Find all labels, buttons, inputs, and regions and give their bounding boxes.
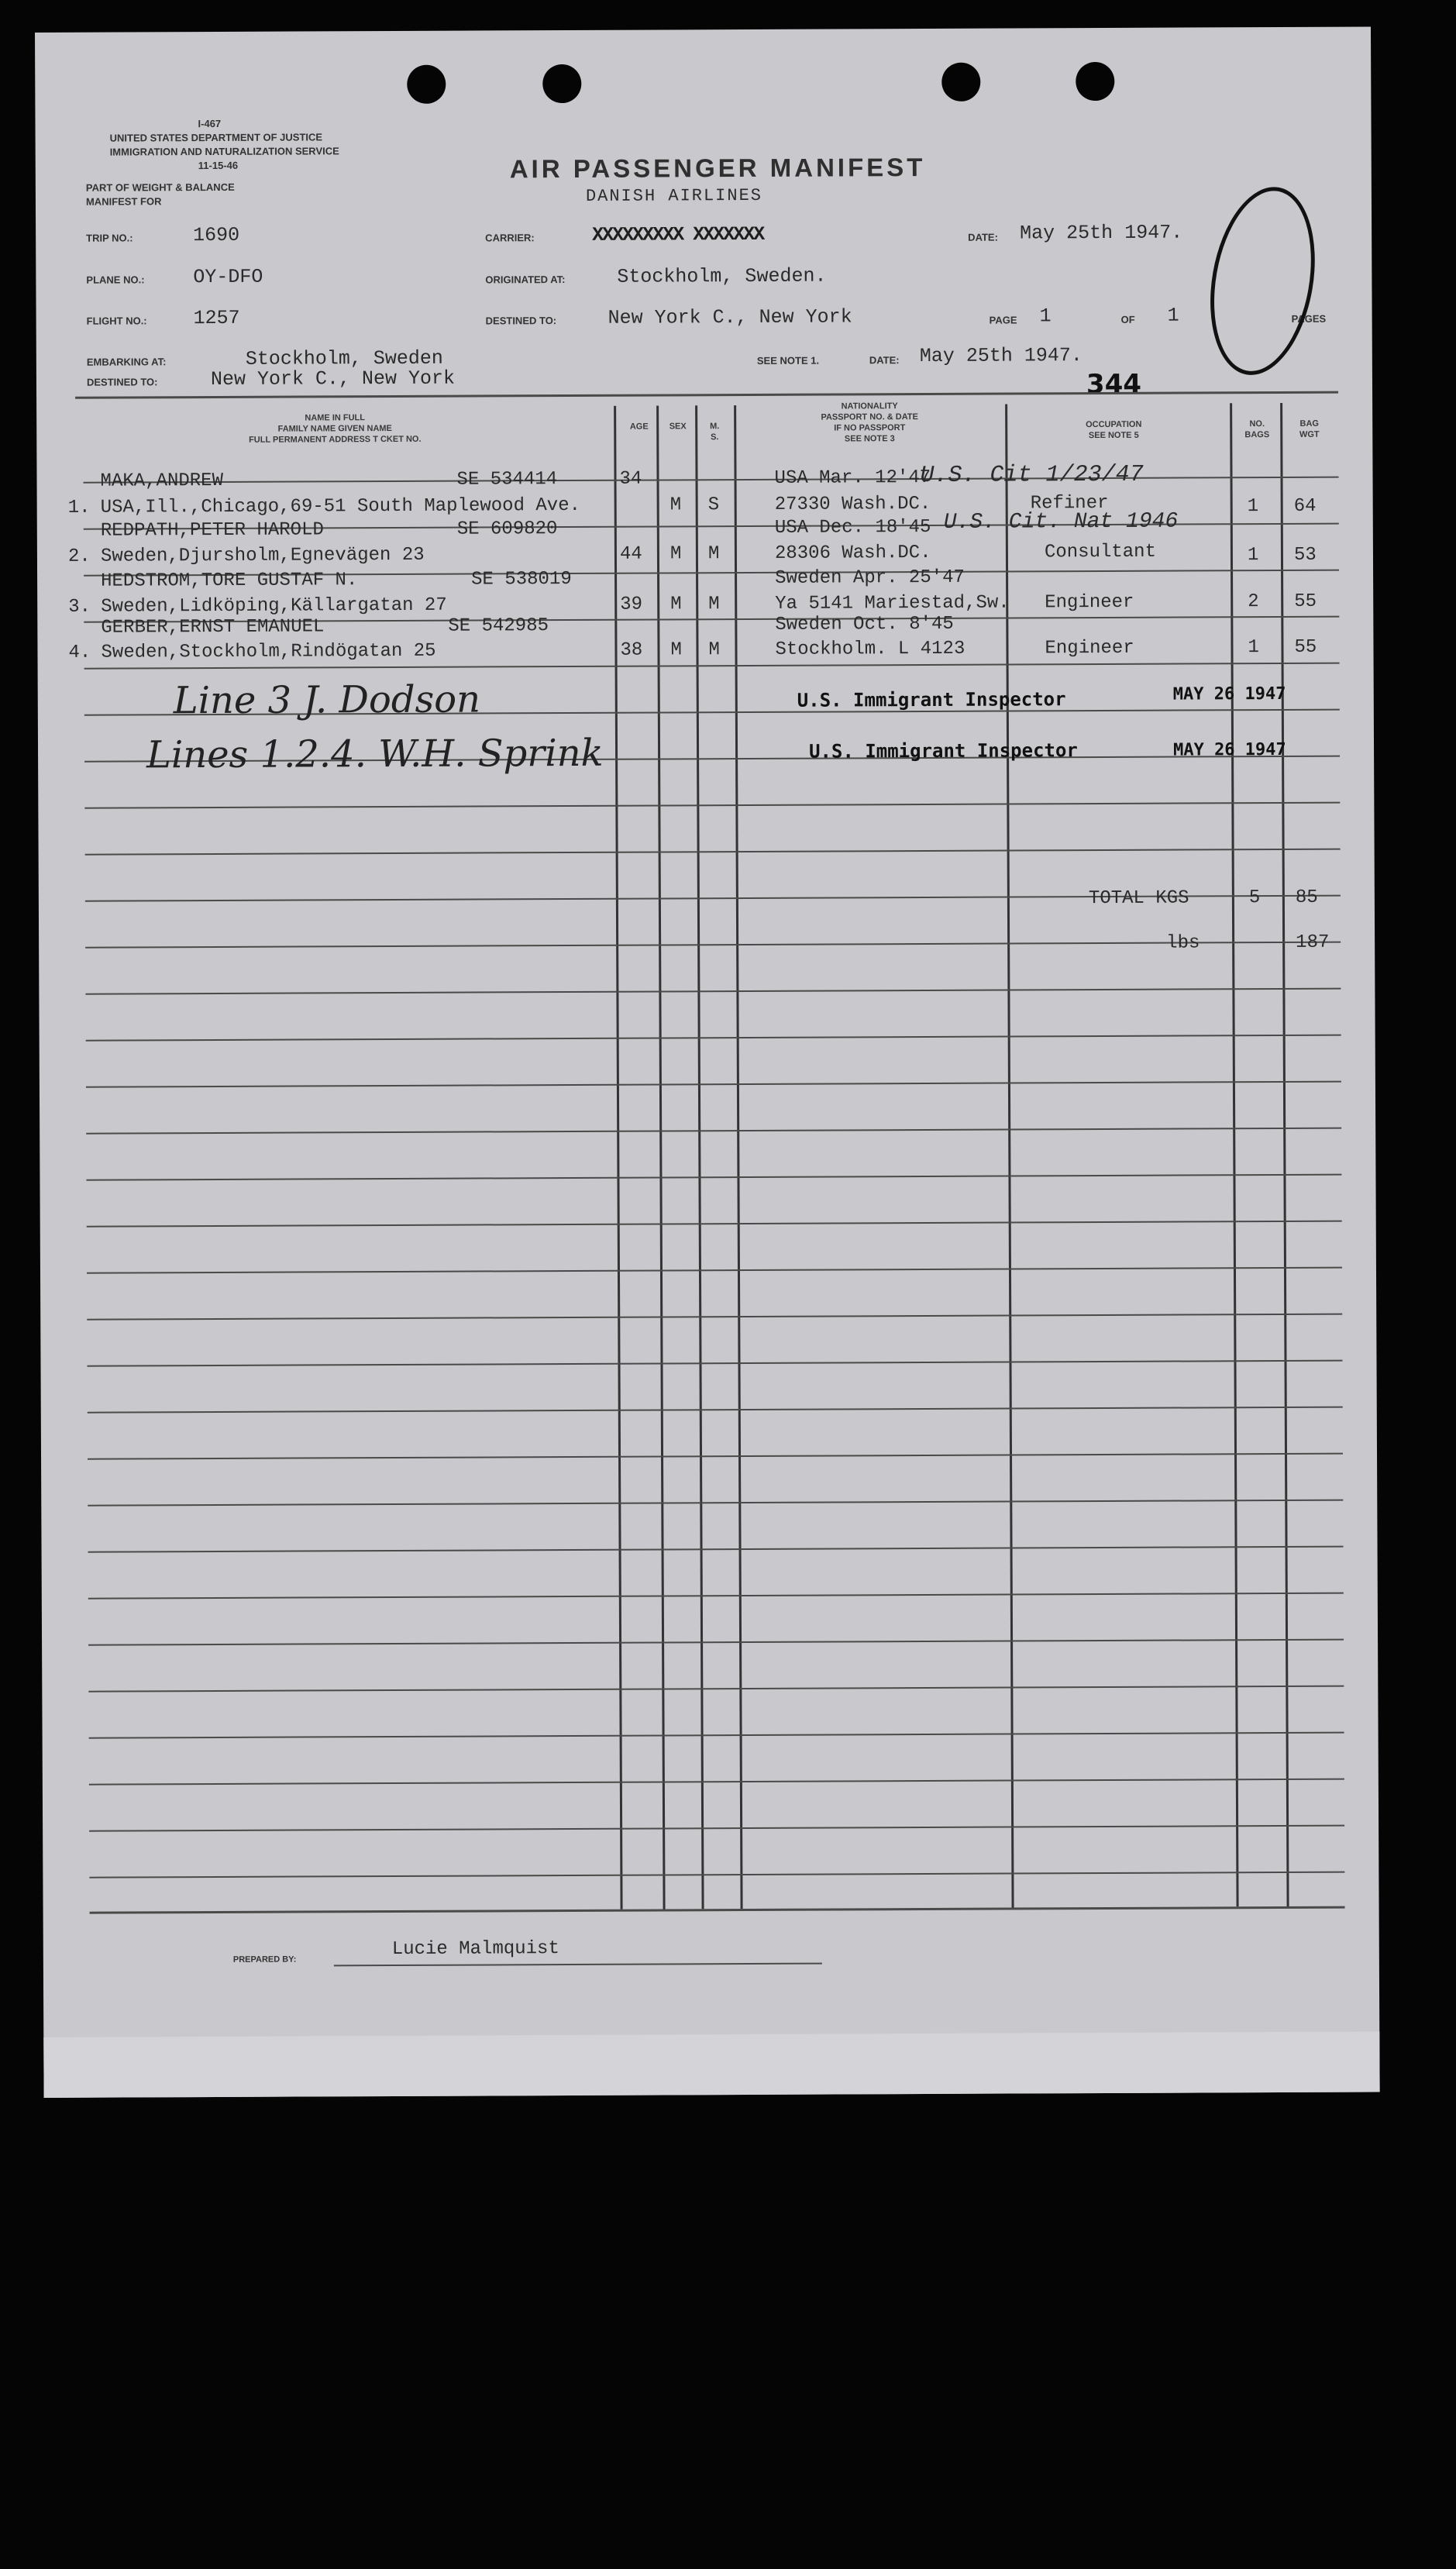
table-rule — [86, 1128, 1341, 1135]
ticket-no: SE 534414 — [456, 469, 558, 491]
destined-to-value: New York C., New York — [608, 305, 852, 329]
punch-hole — [941, 63, 980, 102]
table-rule — [85, 849, 1341, 856]
table-rule — [84, 663, 1340, 670]
embarking-at-label: EMBARKING AT: — [86, 356, 167, 368]
prepared-by-line — [334, 1963, 822, 1967]
col-rule — [1280, 403, 1289, 1906]
col-header-sex: SEX — [669, 422, 687, 432]
header-divider — [75, 391, 1338, 399]
age: 39 — [620, 594, 643, 615]
form-date: 11-15-46 — [198, 159, 239, 172]
passenger-name: GERBER,ERNST EMANUEL — [101, 616, 325, 639]
inspector-signature: Line 3 J. Dodson — [173, 677, 481, 723]
col-header-name: NAME IN FULL FAMILY NAME GIVEN NAME FULL PERMANENT ADDRESS T CKET NO. — [249, 413, 422, 445]
bags: 1 — [1247, 545, 1259, 566]
ticket-no: SE 538019 — [471, 568, 572, 591]
table-rule — [86, 1035, 1341, 1042]
prepared-by-label: PREPARED BY: — [232, 1954, 297, 1965]
lbs-label: lbs — [1166, 932, 1200, 954]
table-rule — [88, 1686, 1344, 1693]
col-rule — [734, 405, 742, 1909]
page-value: 1 — [1039, 305, 1052, 328]
passenger-name: MAKA,ANDREW — [100, 470, 224, 492]
page-lower-margin — [43, 2031, 1379, 2098]
ticket-no: SE 542985 — [448, 615, 549, 637]
table-rule — [88, 1360, 1343, 1367]
agency-line-1: UNITED STATES DEPARTMENT OF JUSTICE — [109, 131, 323, 144]
col-header-bags: NO. BAGS — [1244, 419, 1270, 440]
punch-hole — [407, 65, 446, 104]
passenger-name: REDPATH,PETER HAROLD — [100, 519, 324, 542]
table-rule — [88, 1546, 1344, 1553]
table-rule — [88, 1407, 1343, 1414]
of-value: 1 — [1167, 304, 1179, 327]
nationality: Sweden Apr. 25'47 — [775, 566, 965, 589]
page-label: PAGE — [989, 314, 1017, 326]
prepared-by-name: Lucie Malmquist — [391, 1938, 559, 1961]
table-rule — [88, 1639, 1344, 1646]
trip-no-value: 1690 — [193, 223, 240, 247]
total-lbs: 187 — [1296, 932, 1330, 953]
col-rule — [614, 406, 622, 1910]
part-of-line-1: PART OF WEIGHT & BALANCE — [85, 181, 235, 194]
inspector-stamp: U.S. Immigrant Inspector — [808, 739, 1078, 763]
table-rule — [84, 477, 1339, 484]
originated-at-value: Stockholm, Sweden. — [617, 264, 827, 288]
carrier-value: XXXXXXXXX XXXXXXX — [592, 222, 764, 246]
bag-weight: 55 — [1294, 591, 1317, 612]
row-number: 3. — [68, 596, 91, 618]
col-header-occupation: OCCUPATION SEE NOTE 5 — [1086, 419, 1142, 441]
passport: 28306 Wash.DC. — [774, 542, 931, 564]
table-rule — [88, 1453, 1343, 1460]
flight-no-label: FLIGHT NO.: — [86, 315, 147, 327]
agency-line-2: IMMIGRATION AND NATURALIZATION SERVICE — [109, 145, 339, 158]
row-number: 1. — [67, 497, 91, 518]
passport: 27330 Wash.DC. — [774, 493, 931, 515]
table-rule — [89, 1825, 1344, 1832]
table-rule — [84, 802, 1340, 809]
destined-to-2-value: New York C., New York — [210, 367, 456, 391]
citizenship-mark: U.S. Cit. Nat 1946 — [943, 509, 1179, 535]
bags: 1 — [1247, 496, 1259, 518]
circled-mark-text — [1241, 236, 1280, 308]
date-2-value: May 25th 1947. — [919, 344, 1083, 368]
marital-status: M — [708, 594, 720, 615]
flight-no-value: 1257 — [193, 306, 240, 330]
occupation: Consultant — [1044, 541, 1157, 563]
table-rule — [87, 1314, 1342, 1321]
of-label: OF — [1120, 313, 1135, 325]
occupation: Engineer — [1045, 637, 1134, 659]
col-rule — [1005, 405, 1014, 1908]
col-rule — [656, 405, 665, 1909]
total-bags: 5 — [1248, 887, 1261, 909]
inspector-stamp: U.S. Immigrant Inspector — [797, 688, 1066, 711]
see-note-label: SEE NOTE 1. — [756, 354, 820, 367]
table-rule — [85, 988, 1341, 995]
nationality: USA Dec. 18'45 — [774, 516, 931, 539]
pages-label: PAGES — [1291, 312, 1327, 325]
bag-weight: 53 — [1293, 544, 1317, 566]
nationality: Sweden Oct. 8'45 — [775, 613, 954, 635]
col-header-weight: BAG WGT — [1299, 418, 1320, 439]
table-rule — [85, 942, 1341, 949]
total-kgs-label: TOTAL KGS — [1088, 887, 1189, 910]
handwritten-number: 344 — [1086, 368, 1142, 401]
age: 34 — [619, 468, 642, 490]
passport: Ya 5141 Mariestad,Sw. — [775, 592, 1010, 615]
bag-weight: 55 — [1294, 636, 1317, 658]
marital-status: M — [708, 639, 720, 661]
sex: M — [669, 543, 682, 565]
row-number: 2. — [67, 546, 91, 567]
part-of-line-2: MANIFEST FOR — [85, 195, 162, 208]
col-header-marital: M. S. — [710, 422, 720, 443]
table-rule — [87, 1267, 1342, 1274]
passenger-name: HEDSTROM,TORE GUSTAF N. — [101, 570, 358, 592]
table-rule — [89, 1779, 1344, 1786]
row-number: 4. — [68, 642, 91, 663]
occupation: Refiner — [1030, 492, 1109, 515]
passenger-address: Sweden,Lidköping,Källargatan 27 — [101, 594, 447, 618]
passenger-address: Sweden,Stockholm,Rindögatan 25 — [101, 640, 436, 663]
inspection-date: MAY 26 1947 — [1173, 739, 1286, 760]
form-number: I-467 — [198, 117, 222, 130]
sex: M — [670, 639, 682, 661]
nationality: USA Mar. 12'47 — [774, 467, 931, 489]
passport: Stockholm. L 4123 — [775, 638, 966, 660]
destined-to-2-label: DESTINED TO: — [86, 376, 158, 388]
age: 38 — [620, 639, 643, 661]
punch-hole — [542, 64, 581, 103]
passenger-address: Sweden,Djursholm,Egnevägen 23 — [100, 544, 425, 567]
table-rule — [87, 1221, 1342, 1228]
table-rule — [88, 1593, 1344, 1600]
passenger-address: USA,Ill.,Chicago,69-51 South Maplewood Ave. — [100, 494, 581, 518]
plane-no-value: OY-DFO — [193, 265, 263, 289]
date-value: May 25th 1947. — [1020, 221, 1183, 245]
plane-no-label: PLANE NO.: — [86, 274, 145, 286]
marital-status: M — [707, 543, 720, 565]
airline-stamp: DANISH AIRLINES — [585, 185, 763, 206]
date-2-label: DATE: — [869, 354, 900, 367]
trip-no-label: TRIP NO.: — [86, 232, 133, 244]
embarking-at-value: Stockholm, Sweden — [245, 346, 443, 370]
col-header-nationality: NATIONALITY PASSPORT NO. & DATE IF NO PASSPORT SEE NOTE 3 — [821, 401, 918, 444]
bags: 1 — [1248, 637, 1259, 659]
originated-at-label: ORIGINATED AT: — [485, 274, 566, 286]
destined-to-label: DESTINED TO: — [485, 315, 557, 327]
bag-weight: 64 — [1293, 495, 1317, 517]
occupation: Engineer — [1045, 591, 1134, 614]
marital-status: S — [707, 494, 720, 516]
table-rule — [86, 1174, 1341, 1181]
inspector-signature: Lines 1.2.4. W.H. Sprink — [146, 731, 604, 777]
table-rule — [89, 1872, 1344, 1879]
date-label: DATE: — [968, 231, 998, 243]
inspection-date: MAY 26 1947 — [1172, 684, 1286, 704]
col-rule — [1230, 403, 1238, 1906]
bags: 2 — [1248, 591, 1259, 613]
table-rule — [89, 1732, 1344, 1739]
manifest-page — [35, 26, 1380, 2097]
sex: M — [669, 494, 682, 516]
carrier-label: CARRIER: — [485, 232, 535, 244]
page-title: AIR PASSENGER MANIFEST — [509, 152, 926, 184]
col-rule — [695, 405, 704, 1909]
ticket-no: SE 609820 — [456, 518, 558, 540]
sex: M — [670, 594, 682, 615]
punch-hole — [1076, 62, 1114, 101]
table-rule — [86, 1081, 1341, 1088]
table-bottom-rule — [90, 1906, 1345, 1914]
citizenship-mark: U.S. Cit 1/23/47 — [920, 461, 1144, 490]
total-kgs: 85 — [1295, 887, 1318, 908]
col-header-age: AGE — [629, 422, 649, 432]
table-rule — [88, 1500, 1343, 1507]
age: 44 — [619, 543, 642, 565]
